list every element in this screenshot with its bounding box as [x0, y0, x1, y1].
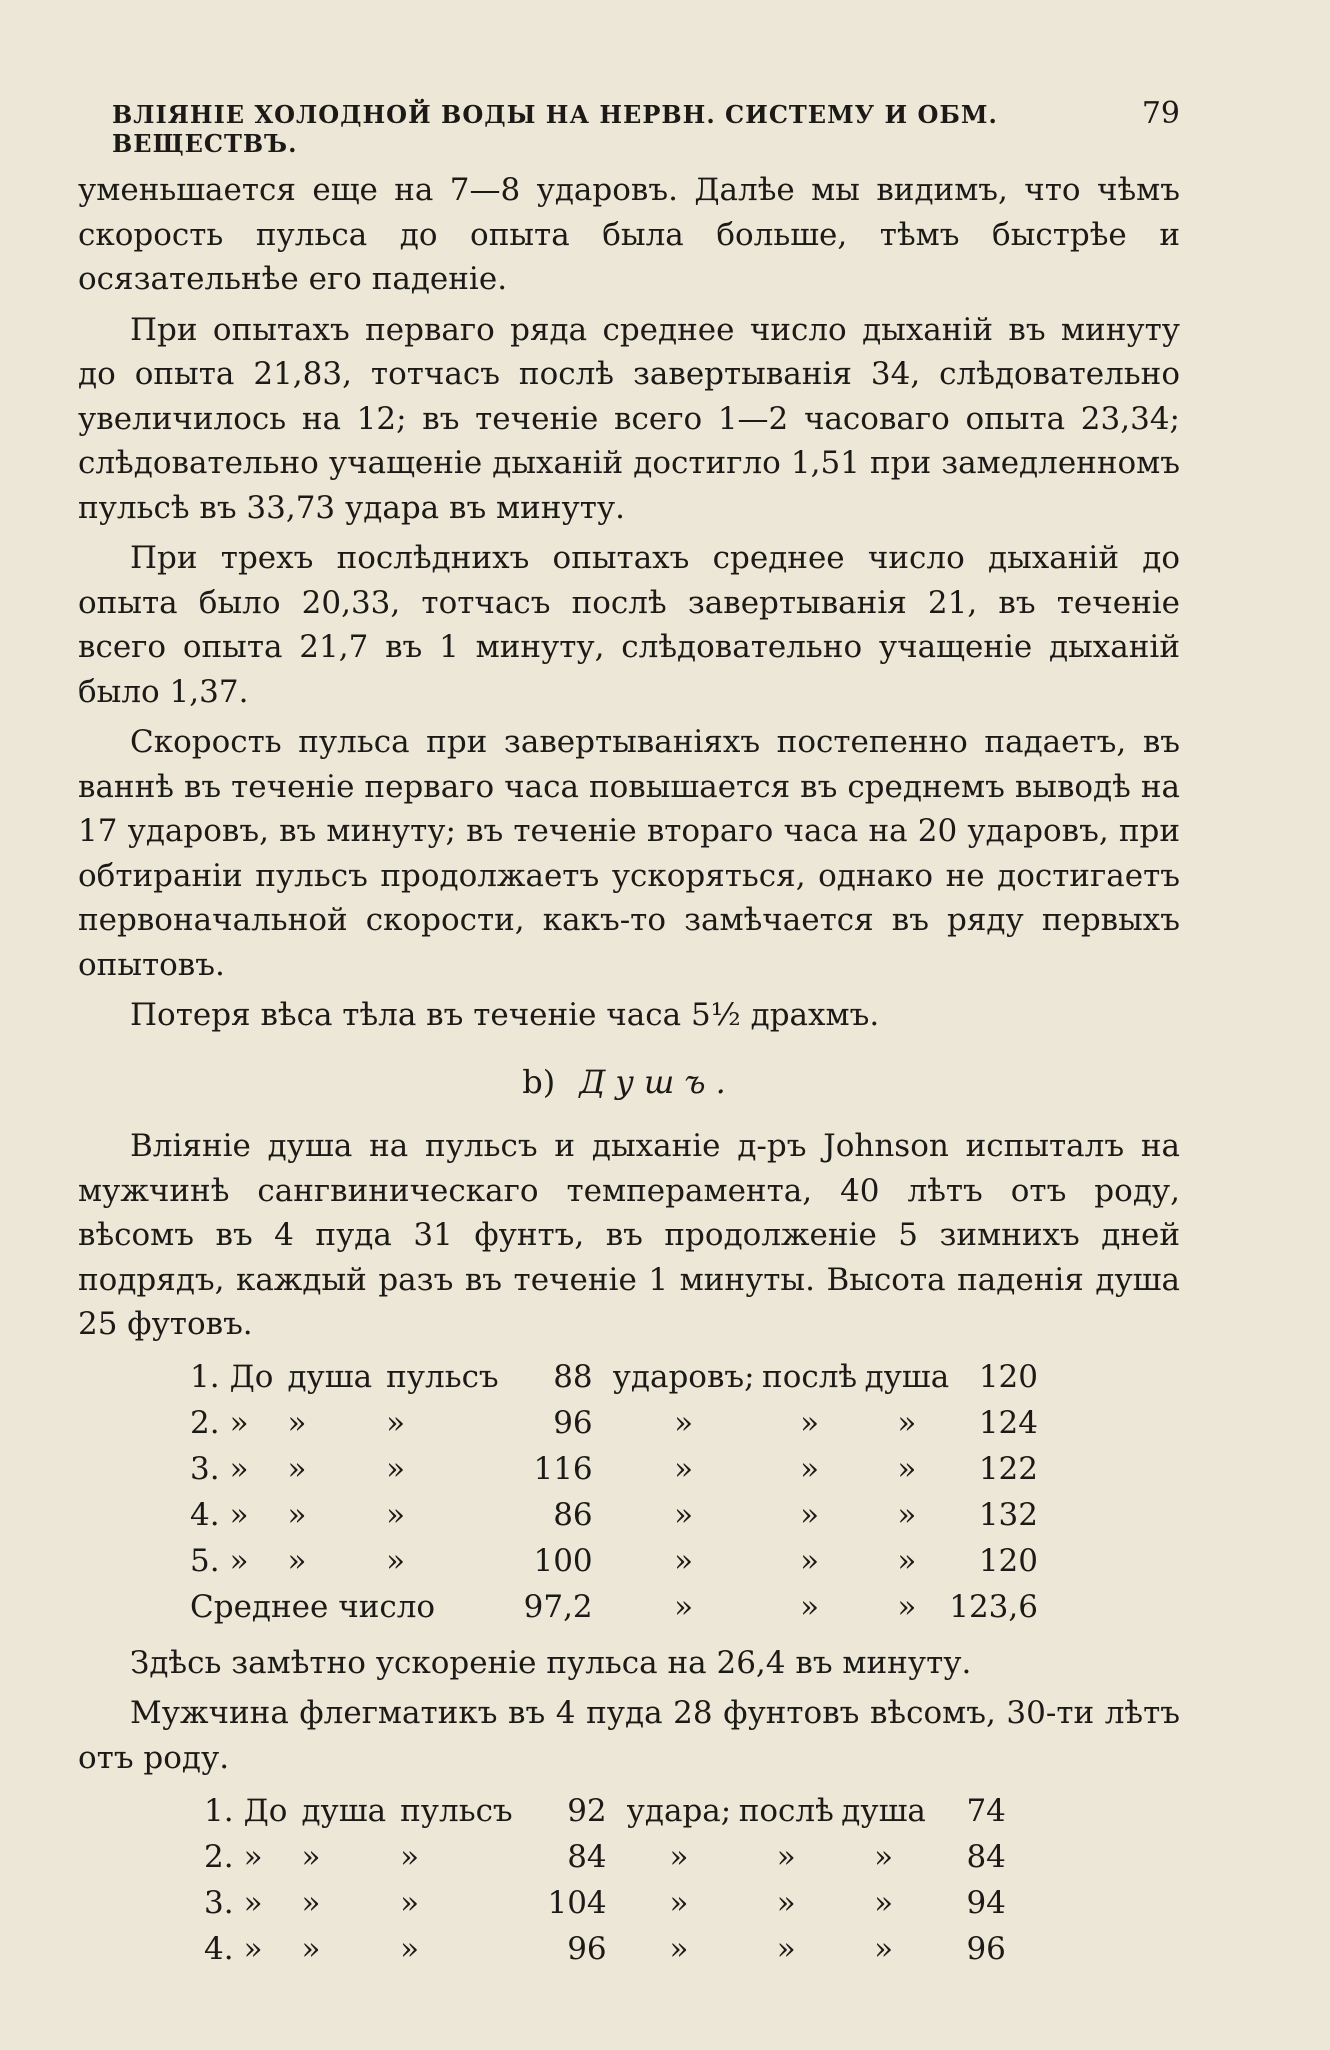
row-cell: послѣ — [762, 1359, 858, 1396]
row-cell: » — [776, 1838, 796, 1875]
row-cell: » — [674, 1589, 694, 1626]
pulse-before-value: 86 — [553, 1497, 593, 1534]
row-cell: » — [897, 1451, 917, 1488]
row-cell: » — [229, 1451, 249, 1488]
row-number: 3. — [190, 1451, 220, 1488]
row-cell: » — [243, 1838, 263, 1875]
row-cell: пульсъ — [386, 1359, 499, 1396]
page-header — [112, 96, 1180, 158]
row-cell: » — [669, 1838, 689, 1875]
row-cell: » — [386, 1405, 406, 1442]
paragraph: Потеря вѣса тѣла въ теченіе часа 5½ драхмъ. — [130, 997, 880, 1033]
paragraph: При опытахъ перваго ряда среднее число дыханій въ минуту до опыта 21,83, тотчасъ послѣ завертыванія 34, слѣдовательно увеличилось на 12; въ теченіе всего 1—2 часоваго опыта 23,34; слѣдовательно учащеніе дыханій достигло 1,51 при замедленномъ пульсѣ въ 33,73 удара въ минуту. — [78, 311, 1180, 526]
row-number: 4. — [204, 1930, 234, 1967]
pulse-before-value: 84 — [567, 1838, 607, 1875]
paragraph: Мужчина флегматикъ въ 4 пуда 28 фунтовъ вѣсомъ, 30-ти лѣтъ отъ роду. — [78, 1695, 1180, 1776]
row-cell: » — [400, 1930, 420, 1967]
row-cell: » — [301, 1884, 321, 1921]
pulse-after-value: 120 — [978, 1359, 1038, 1396]
page-number: 79 — [1141, 96, 1180, 131]
row-cell: » — [674, 1497, 694, 1534]
row-cell: » — [301, 1838, 321, 1875]
table-row — [190, 1447, 1038, 1493]
row-cell: » — [243, 1884, 263, 1921]
row-cell: » — [674, 1405, 694, 1442]
row-cell: » — [897, 1497, 917, 1534]
row-cell: удара; — [626, 1792, 732, 1829]
row-cell: До — [229, 1359, 274, 1396]
paragraph: Вліяніе душа на пульсъ и дыханіе д-ръ Johnson испыталъ на мужчинѣ сангвиническаго темперамента, 40 лѣтъ отъ роду, вѣсомъ въ 4 пуда 31 фунтъ, въ продолженіе 5 зимнихъ дней подрядъ, каждый разъ въ теченіе 1 минуты. Высота паденія душа 25 футовъ. — [78, 1128, 1180, 1342]
row-cell: » — [287, 1543, 307, 1580]
row-cell: » — [897, 1405, 917, 1442]
row-cell: » — [674, 1451, 694, 1488]
row-cell: » — [800, 1405, 820, 1442]
row-number: 1. — [190, 1359, 220, 1396]
row-cell: » — [874, 1838, 894, 1875]
body-text — [78, 168, 1180, 1982]
row-cell: » — [400, 1884, 420, 1921]
row-number: 5. — [190, 1543, 220, 1580]
row-cell: » — [800, 1497, 820, 1534]
row-cell: » — [674, 1543, 694, 1580]
section-letter: b) — [522, 1062, 556, 1101]
pulse-before-value: 116 — [533, 1451, 593, 1488]
section-title: Душъ. — [579, 1062, 736, 1101]
paragraph: уменьшается еще на 7—8 ударовъ. Далѣе мы видимъ, что чѣмъ скорость пульса до опыта была больше, тѣмъ быстрѣе и осязательнѣе его паденіе. — [78, 172, 1180, 297]
row-cell: » — [669, 1884, 689, 1921]
row-cell: » — [301, 1930, 321, 1967]
pulse-after-value: 74 — [966, 1792, 1006, 1829]
table-row — [190, 1539, 1038, 1585]
row-cell: пульсъ — [400, 1792, 513, 1829]
row-cell: » — [669, 1930, 689, 1967]
pulse-after-value: 94 — [966, 1884, 1006, 1921]
row-cell: » — [243, 1930, 263, 1967]
pulse-after-value: 84 — [966, 1838, 1006, 1875]
pulse-after-value: 96 — [966, 1930, 1006, 1967]
row-cell: До — [243, 1792, 288, 1829]
row-cell: » — [229, 1543, 249, 1580]
pulse-table-sanguine — [190, 1355, 1038, 1631]
paragraph: Здѣсь замѣтно ускореніе пульса на 26,4 въ минуту. — [130, 1644, 972, 1681]
row-cell: » — [386, 1497, 406, 1534]
table-row — [204, 1788, 1006, 1834]
pulse-before-value: 88 — [553, 1359, 593, 1396]
table-row — [190, 1493, 1038, 1539]
pulse-before-value: 97,2 — [523, 1589, 593, 1626]
pulse-after-value: 122 — [978, 1451, 1038, 1488]
row-cell: ударовъ; — [612, 1359, 755, 1396]
row-number: 4. — [190, 1497, 220, 1534]
pulse-before-value: 92 — [567, 1792, 607, 1829]
row-cell: » — [897, 1543, 917, 1580]
pulse-after-value: 124 — [978, 1405, 1038, 1442]
row-cell: » — [776, 1930, 796, 1967]
running-title: ВЛІЯНІЕ ХОЛОДНОЙ ВОДЫ НА НЕРВН. СИСТЕМУ И ОБМ. ВЕЩЕСТВЪ. — [112, 100, 998, 158]
row-cell: » — [800, 1543, 820, 1580]
row-cell: » — [897, 1589, 917, 1626]
pulse-before-value: 96 — [553, 1405, 593, 1442]
row-number: 3. — [204, 1884, 234, 1921]
pulse-before-value: 96 — [567, 1930, 607, 1967]
pulse-before-value: 100 — [533, 1543, 593, 1580]
section-heading — [78, 1060, 1180, 1105]
row-number: 1. — [204, 1792, 234, 1829]
row-cell: » — [776, 1884, 796, 1921]
row-number: 2. — [204, 1838, 234, 1875]
table-row — [204, 1880, 1006, 1926]
row-cell: » — [287, 1405, 307, 1442]
row-cell: » — [229, 1405, 249, 1442]
table-row — [204, 1926, 1006, 1972]
table-row — [204, 1834, 1006, 1880]
row-cell: душа — [841, 1792, 926, 1829]
paragraph: Скорость пульса при завертываніяхъ постепенно падаетъ, въ ваннѣ въ теченіе перваго часа повышается въ среднемъ выводѣ на 17 ударовъ, въ минуту; въ теченіе втораго часа на 20 ударовъ, при обтираніи пульсъ продолжаетъ ускоряться, однако не достигаетъ первоначальной скорости, какъ-то замѣчается въ ряду первыхъ опытовъ. — [78, 724, 1180, 983]
row-cell: » — [229, 1497, 249, 1534]
row-cell: » — [287, 1451, 307, 1488]
row-cell: душа — [864, 1359, 950, 1396]
row-cell: » — [386, 1451, 406, 1488]
table-row — [190, 1401, 1038, 1447]
row-cell: » — [800, 1589, 820, 1626]
pulse-after-value: 132 — [978, 1497, 1038, 1534]
row-number: 2. — [190, 1405, 220, 1442]
row-cell: » — [800, 1451, 820, 1488]
pulse-after-value: 123,6 — [949, 1589, 1038, 1626]
pulse-after-value: 120 — [978, 1543, 1038, 1580]
mean-label: Среднее число — [190, 1589, 436, 1626]
row-cell: душа — [287, 1359, 373, 1396]
row-cell: » — [874, 1884, 894, 1921]
paragraph: При трехъ послѣднихъ опытахъ среднее число дыханій до опыта было 20,33, тотчасъ послѣ завертыванія 21, въ теченіе всего опыта 21,7 въ 1 минуту, слѣдовательно учащеніе дыханій было 1,37. — [78, 540, 1180, 710]
row-cell: послѣ — [738, 1792, 834, 1829]
row-cell: душа — [301, 1792, 387, 1829]
row-cell: » — [287, 1497, 307, 1534]
table-row — [190, 1355, 1038, 1401]
pulse-before-value: 104 — [547, 1884, 607, 1921]
row-cell: » — [874, 1930, 894, 1967]
row-cell: » — [400, 1838, 420, 1875]
table-row-mean — [190, 1585, 1038, 1631]
row-cell: » — [386, 1543, 406, 1580]
pulse-table-phlegmatic — [204, 1788, 1006, 1972]
